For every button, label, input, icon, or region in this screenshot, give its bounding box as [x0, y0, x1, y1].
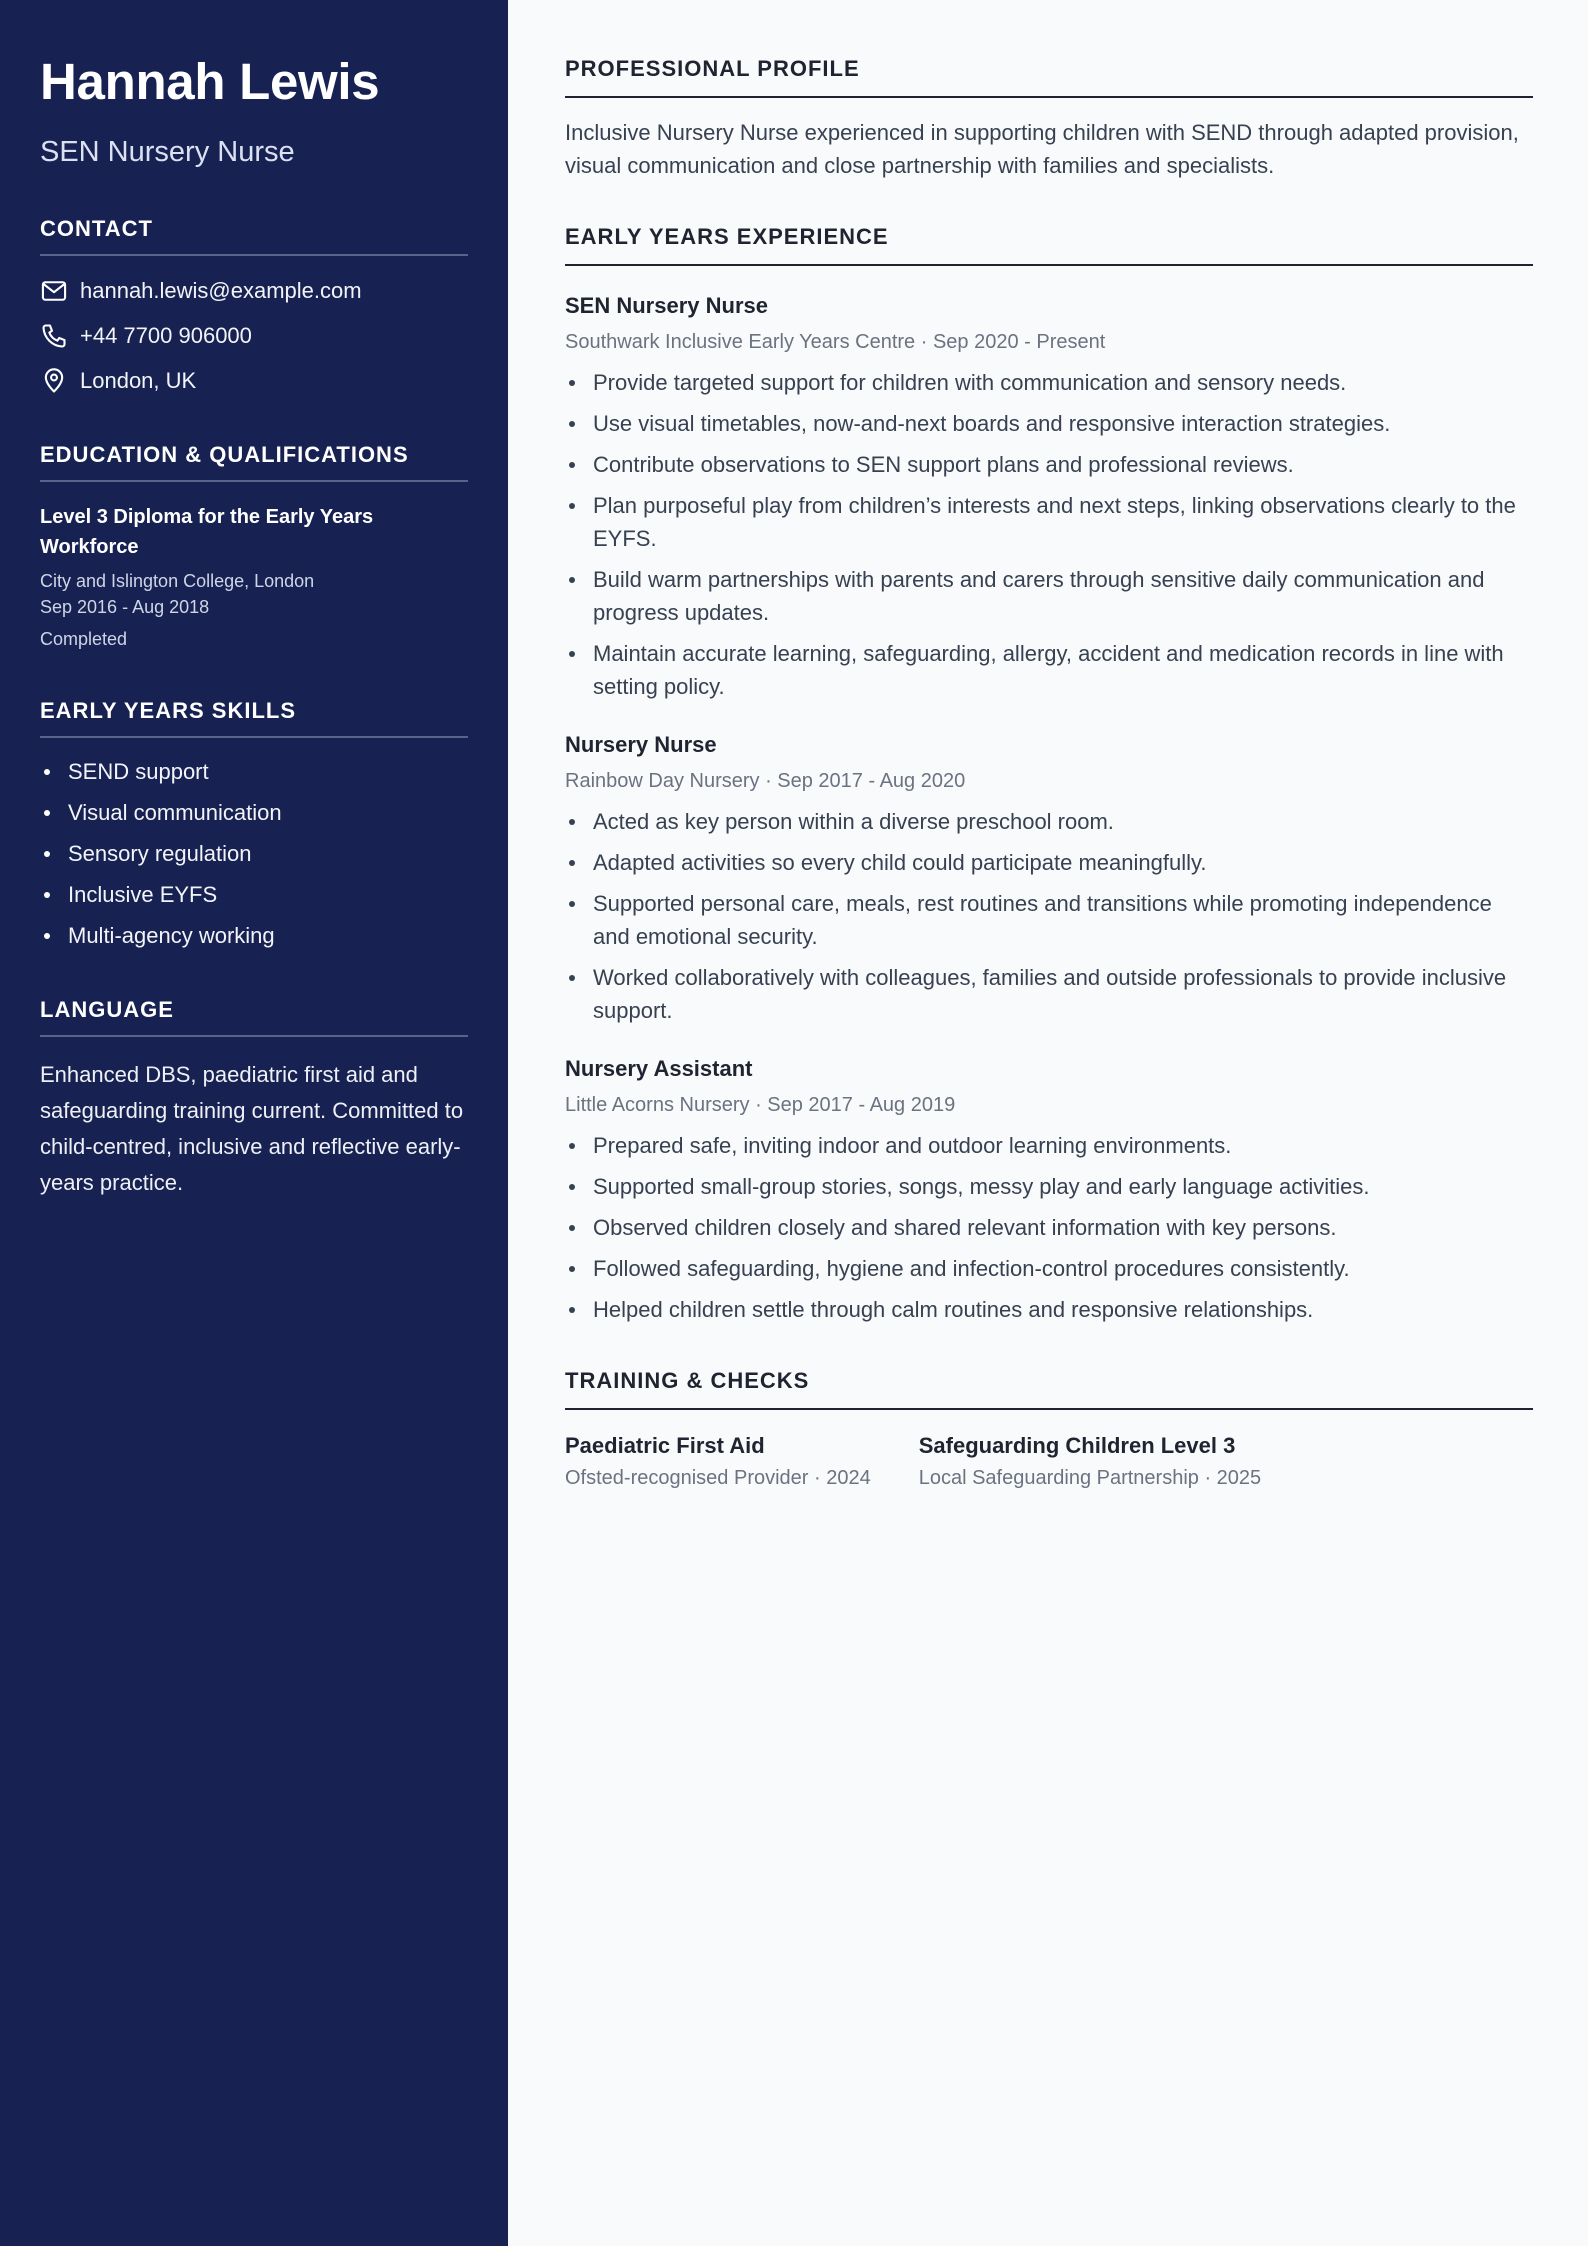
- training-section: [565, 1368, 1533, 1492]
- list-item: Supported small-group stories, songs, messy play and early language activities.: [565, 1170, 1533, 1203]
- list-item: Helped children settle through calm routines and responsive relationships.: [565, 1293, 1533, 1326]
- contact-list: [40, 276, 468, 396]
- training-list: [565, 1432, 1533, 1492]
- education-heading: EDUCATION & QUALIFICATIONS: [40, 442, 468, 482]
- location-pin-icon: [40, 367, 68, 395]
- profile-section: [565, 56, 1533, 182]
- list-item: Worked collaboratively with colleagues, families and outside professionals to provide inclusive support.: [565, 961, 1533, 1027]
- list-item: Use visual timetables, now-and-next boards and responsive interaction strategies.: [565, 407, 1533, 440]
- job-entry: [565, 1055, 1533, 1326]
- education-status: Completed: [40, 629, 128, 649]
- list-item: SEND support: [40, 756, 468, 787]
- list-item: Observed children closely and shared relevant information with key persons.: [565, 1211, 1533, 1244]
- job-meta: Rainbow Day Nursery · Sep 2017 - Aug 2020: [565, 770, 966, 792]
- candidate-role: SEN Nursery Nurse: [40, 136, 295, 168]
- education-dates: Sep 2016 - Aug 2018: [40, 597, 210, 617]
- experience-section: [565, 224, 1533, 1326]
- phone-text[interactable]: +44 7700 906000: [80, 323, 252, 348]
- job-entry: [565, 731, 1533, 1027]
- language-text: Enhanced DBS, paediatric first aid and safeguarding training current. Committed to child-centred, inclusive and reflective early-years practice.: [40, 1062, 464, 1195]
- job-meta: Southwark Inclusive Early Years Centre · Sep 2020 - Present: [565, 331, 1106, 353]
- list-item: Prepared safe, inviting indoor and outdoor learning environments.: [565, 1129, 1533, 1162]
- job-title: SEN Nursery Nurse: [565, 293, 768, 318]
- list-item: Maintain accurate learning, safeguarding, allergy, accident and medication records in line with setting policy.: [565, 637, 1533, 703]
- list-item: Inclusive EYFS: [40, 879, 468, 910]
- list-item: Adapted activities so every child could participate meaningfully.: [565, 846, 1533, 879]
- training-meta: Local Safeguarding Partnership · 2025: [918, 1467, 1262, 1489]
- list-item: Contribute observations to SEN support plans and professional reviews.: [565, 448, 1533, 481]
- training-title: Safeguarding Children Level 3: [918, 1433, 1236, 1458]
- job-bullets: [565, 1129, 1533, 1326]
- job-entry: [565, 292, 1533, 703]
- list-item: Followed safeguarding, hygiene and infection-control procedures consistently.: [565, 1252, 1533, 1285]
- skills-heading: EARLY YEARS SKILLS: [40, 698, 468, 738]
- mail-icon: [40, 277, 68, 305]
- contact-section: [40, 216, 468, 396]
- training-item: [565, 1432, 871, 1492]
- list-item: Sensory regulation: [40, 838, 468, 869]
- list-item: Multi-agency working: [40, 920, 468, 951]
- education-section: [40, 442, 468, 652]
- job-bullets: [565, 805, 1533, 1027]
- training-title: Paediatric First Aid: [565, 1433, 765, 1458]
- list-item: Plan purposeful play from children’s interests and next steps, linking observations clearly to the EYFS.: [565, 489, 1533, 555]
- list-item: Visual communication: [40, 797, 468, 828]
- contact-location: [40, 366, 468, 396]
- candidate-name: Hannah Lewis: [40, 53, 380, 110]
- job-title: Nursery Assistant: [565, 1056, 753, 1081]
- sidebar: [0, 0, 508, 2246]
- list-item: Provide targeted support for children with communication and sensory needs.: [565, 366, 1533, 399]
- training-meta: Ofsted-recognised Provider · 2024: [565, 1467, 871, 1489]
- skills-list: [40, 756, 468, 951]
- training-heading: TRAINING & CHECKS: [565, 1368, 1533, 1410]
- contact-heading: CONTACT: [40, 216, 468, 256]
- contact-email[interactable]: [40, 276, 468, 306]
- language-section: [40, 997, 468, 1201]
- education-school: City and Islington College, London: [40, 571, 315, 591]
- education-title: Level 3 Diploma for the Early Years Workforce: [40, 506, 374, 558]
- list-item: Acted as key person within a diverse preschool room.: [565, 805, 1533, 838]
- profile-text: Inclusive Nursery Nurse experienced in supporting children with SEND through adapted provision, visual communication and close partnership with families and specialists.: [565, 120, 1519, 178]
- job-meta: Little Acorns Nursery · Sep 2017 - Aug 2019: [565, 1094, 956, 1116]
- job-title: Nursery Nurse: [565, 732, 717, 757]
- list-item: Build warm partnerships with parents and carers through sensitive daily communication and progress updates.: [565, 563, 1533, 629]
- experience-heading: EARLY YEARS EXPERIENCE: [565, 224, 1533, 266]
- profile-heading: PROFESSIONAL PROFILE: [565, 56, 1533, 98]
- phone-icon: [40, 322, 68, 350]
- list-item: Supported personal care, meals, rest routines and transitions while promoting independence and emotional security.: [565, 887, 1533, 953]
- skills-section: [40, 698, 468, 951]
- email-text[interactable]: hannah.lewis@example.com: [80, 278, 362, 303]
- language-heading: LANGUAGE: [40, 997, 468, 1037]
- job-bullets: [565, 366, 1533, 703]
- training-item: [919, 1432, 1261, 1492]
- main-content: [565, 56, 1533, 1492]
- location-text: London, UK: [80, 368, 197, 393]
- contact-phone[interactable]: [40, 321, 468, 351]
